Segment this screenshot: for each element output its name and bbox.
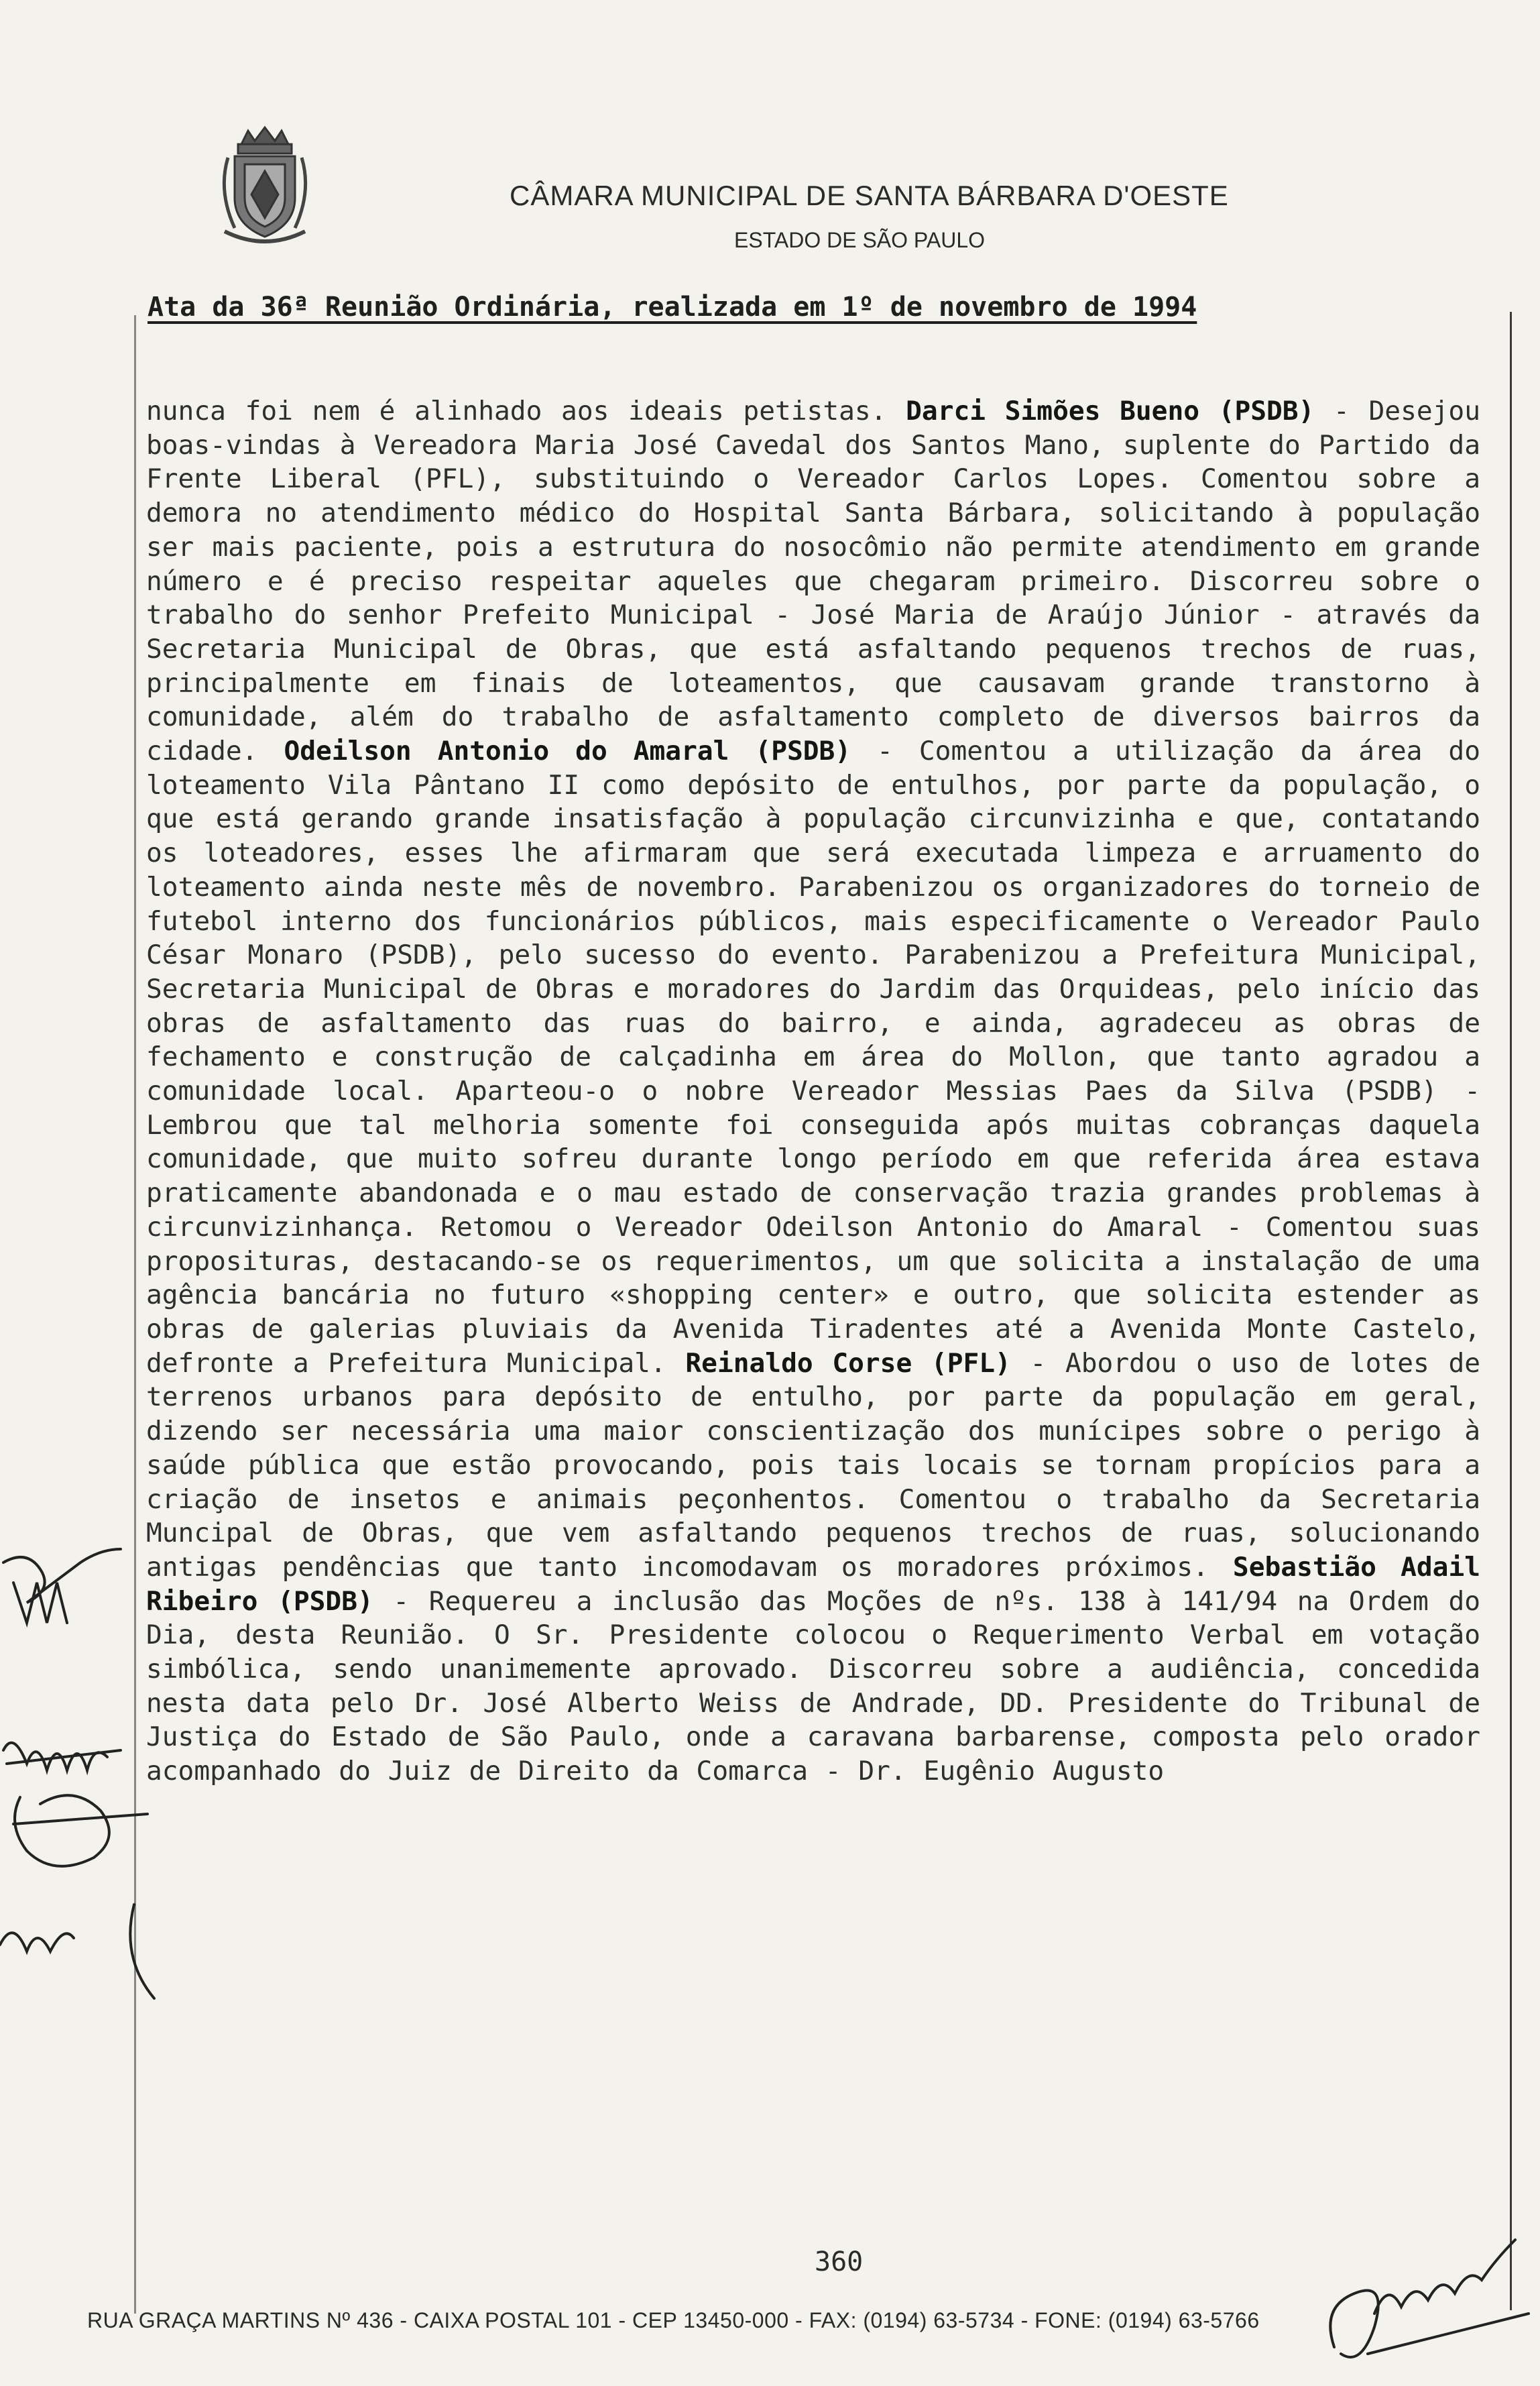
page-number: 360: [815, 2247, 864, 2277]
minutes-text-segment: - Comentou a utilização da área do loteamento Vila Pântano II como depósito de entulhos, por parte da população, o que está gerando grande insatisfação à população circunvizinha e que, contatando os loteadores, esses lhe afirmaram que será executada limpeza e arruamento do loteamento ainda neste mês de novembro. Parabenizou os organizadores do torneio de futebol interno dos funcionários públicos, mais especificamente o Vereador Paulo César Monaro (PSDB), pelo sucesso do evento. Parabenizou a Prefeitura Municipal, Secretaria Municipal de Obras e moradores do Jardim das Orquideas, pelo início das obras de asfaltamento das ruas do bairro, e ainda, agradeceu as obras de fechamento e construção de calçadinha em área do Mollon, que tanto agradou a comunidade local. Aparteou-o o nobre Vereador Messias Paes da Silva (PSDB) - Lembrou que tal melhoria somente foi conseguida após muitas cobranças daquela comunidade, que muito sofreu durante longo período em que referida área estava praticamente abandonada e o mau estado de conservação trazia grandes problemas à circunvizinhança. Retomou o Vereador Odeilson Antonio do Amaral - Comentou suas proposituras, destacando-se os requerimentos, um que solicita a instalação de uma agência bancária no futuro «shopping center» e outro, que solicita estender as obras de galerias pluviais da Avenida Tiradentes até a Avenida Monte Castelo, defronte a Prefeitura Municipal.: [146, 736, 1480, 1379]
speaker-name: Darci Simões Bueno (PSDB): [906, 396, 1315, 427]
corner-signature: [1314, 2213, 1535, 2381]
document-heading: Ata da 36ª Reunião Ordinária, realizada em 1º de novembro de 1994: [147, 292, 1197, 323]
footer-address: RUA GRAÇA MARTINS Nº 436 - CAIXA POSTAL 101 - CEP 13450-000 - FAX: (0194) 63-5734 - FONE: (0194) 63-5766: [87, 2308, 1260, 2332]
left-margin-rule: [134, 315, 136, 2314]
speaker-name: Sebastião Adail Ribeiro (PSDB): [146, 1551, 1481, 1617]
state-name: ESTADO DE SÃO PAULO: [734, 228, 986, 252]
minutes-text-segment: - Desejou boas-vindas à Vereadora Maria José Cavedal dos Santos Mano, suplente do Partido da Frente Liberal (PFL), substituindo o Vereador Carlos Lopes. Comentou sobre a demora no atendimento médico do Hospital Santa Bárbara, solicitando à população ser mais paciente, pois a estrutura do nosocômio não permite atendimento em grande número e é preciso respeitar aqueles que chegaram primeiro. Discorreu sobre o trabalho do senhor Prefeito Municipal - José Maria de Araújo Júnior - através da Secretaria Municipal de Obras, que está asfaltando pequenos trechos de ruas, principalmente em finais de loteamentos, que causavam grande transtorno à comunidade, além do trabalho de asfaltamento completo de diversos bairros da cidade.: [146, 396, 1480, 767]
speaker-name: Reinaldo Corse (PFL): [685, 1347, 1011, 1379]
minutes-text-segment: - Requereu a inclusão das Moções de nºs. 138 à 141/94 na Ordem do Dia, desta Reunião. O Sr. Presidente colocou o Requerimento Verbal em votação simbólica, sendo unanimemente aprovado. Discorreu sobre a audiência, concedida nesta data pelo Dr. José Alberto Weiss de Andrade, DD. Presidente do Tribunal de Justiça do Estado de São Paulo, onde a caravana barbarense, composta pelo orador acompanhado do Juiz de Direito da Comarca - Dr. Eugênio Augusto: [146, 1585, 1481, 1787]
minutes-text-segment: nunca foi nem é alinhado aos ideais petistas.: [146, 396, 906, 427]
minutes-text-segment: - Abordou o uso de lotes de terrenos urbanos para depósito de entulho, por parte da população em geral, dizendo ser necessária uma maior conscientização dos munícipes sobre o perigo à saúde pública que estão provocando, pois tais locais se tornam propícios para a criação de insetos e animais peçonhentos. Comentou o trabalho da Secretaria Muncipal de Obras, que vem asfaltando pequenos trechos de ruas, solucionando antigas pendências que tanto incomodavam os moradores próximos.: [146, 1347, 1481, 1583]
institution-name: CÂMARA MUNICIPAL DE SANTA BÁRBARA D'OESTE: [510, 180, 1229, 211]
speaker-name: Odeilson Antonio do Amaral (PSDB): [284, 736, 851, 767]
margin-signatures: [0, 1542, 174, 2012]
minutes-body-text: [146, 394, 1480, 1788]
right-margin-rule: [1510, 312, 1512, 2310]
municipal-crest-icon: [215, 117, 315, 251]
